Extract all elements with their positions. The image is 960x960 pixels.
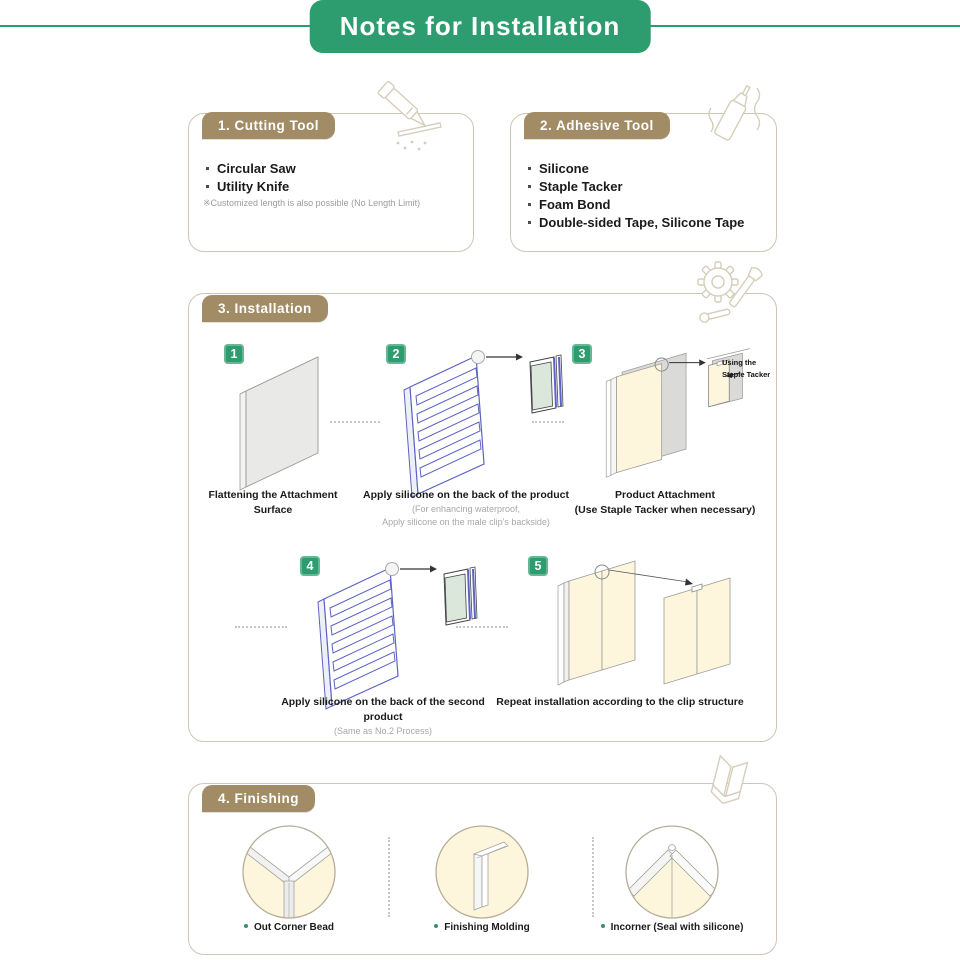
step-5-badge: 5 bbox=[528, 556, 548, 576]
dotted-connector bbox=[456, 626, 508, 628]
finishing-item-out-corner-bead: Out Corner Bead bbox=[219, 922, 359, 933]
adhesive-tool-label: 2. Adhesive Tool bbox=[524, 112, 670, 139]
step-1-caption: Flattening the Attachment Surface bbox=[208, 489, 338, 517]
step-2-badge: 2 bbox=[386, 344, 406, 364]
finishing-item-finishing-molding: Finishing Molding bbox=[402, 922, 562, 933]
step-2-caption bbox=[358, 488, 574, 529]
installation-label: 3. Installation bbox=[202, 295, 328, 322]
dotted-connector bbox=[330, 421, 380, 423]
bullet-dot bbox=[528, 203, 531, 206]
step-4-caption-main: Apply silicone on the back of the second product bbox=[281, 696, 485, 724]
cutting-note: ※Customized length is also possible (No Length Limit) bbox=[203, 198, 421, 208]
finishing-item-incorner: Incorner (Seal with silicone) bbox=[572, 922, 772, 933]
step-4-badge: 4 bbox=[300, 556, 320, 576]
adhesive-item-tapes: Double-sided Tape, Silicone Tape bbox=[528, 215, 744, 230]
bullet-dot bbox=[528, 221, 531, 224]
step-2-subcaption-1: (For enhancing waterproof, bbox=[411, 504, 521, 515]
dotted-separator bbox=[592, 837, 594, 917]
bullet-dot bbox=[206, 185, 209, 188]
bullet-dot bbox=[528, 185, 531, 188]
bullet-dot bbox=[528, 167, 531, 170]
step-3-caption bbox=[565, 488, 765, 518]
utility-knife-icon bbox=[370, 86, 458, 158]
step-2-subcaption-2: Apply silicone on the male clip's backside) bbox=[382, 517, 550, 528]
cutting-item-utility-knife: Utility Knife bbox=[206, 179, 289, 194]
step-4-diagram bbox=[304, 558, 479, 718]
bullet-dot bbox=[206, 167, 209, 170]
step-3-badge: 3 bbox=[572, 344, 592, 364]
finishing-molding-diagram bbox=[432, 822, 532, 922]
out-corner-bead-diagram bbox=[239, 822, 339, 922]
step-3-caption-2: (Use Staple Tacker when necessary) bbox=[574, 504, 756, 517]
bullet-dot bbox=[244, 924, 248, 928]
dotted-connector bbox=[532, 421, 564, 423]
cutting-item-circular-saw: Circular Saw bbox=[206, 161, 296, 176]
step-2-caption-main: Apply silicone on the back of the product bbox=[363, 489, 569, 501]
incorner-diagram bbox=[622, 822, 722, 922]
step-4-caption bbox=[263, 695, 503, 738]
dotted-separator bbox=[388, 837, 390, 917]
step-5-caption: Repeat installation according to the clip structure bbox=[496, 696, 744, 708]
step-1-diagram bbox=[226, 346, 341, 501]
cutting-tool-label: 1. Cutting Tool bbox=[202, 112, 335, 139]
step-3-annotation: Using the Staple Tacker bbox=[722, 358, 771, 379]
bullet-dot bbox=[601, 924, 605, 928]
gear-wrench-icon bbox=[690, 256, 770, 330]
bullet-dot bbox=[434, 924, 438, 928]
page-title: Notes for Installation bbox=[310, 0, 651, 53]
finishing-label: 4. Finishing bbox=[202, 785, 315, 812]
silicone-tube-icon bbox=[693, 76, 775, 158]
adhesive-item-silicone: Silicone bbox=[528, 161, 589, 176]
step-4-subcaption: (Same as No.2 Process) bbox=[333, 726, 433, 737]
step-2-diagram bbox=[390, 346, 565, 506]
corner-molding-icon bbox=[700, 753, 762, 815]
adhesive-item-staple-tacker: Staple Tacker bbox=[528, 179, 623, 194]
step-5-diagram bbox=[542, 556, 757, 696]
dotted-connector bbox=[235, 626, 287, 628]
step-1-badge: 1 bbox=[224, 344, 244, 364]
adhesive-item-foam-bond: Foam Bond bbox=[528, 197, 611, 212]
step-3-caption-main: Product Attachment bbox=[615, 489, 715, 501]
